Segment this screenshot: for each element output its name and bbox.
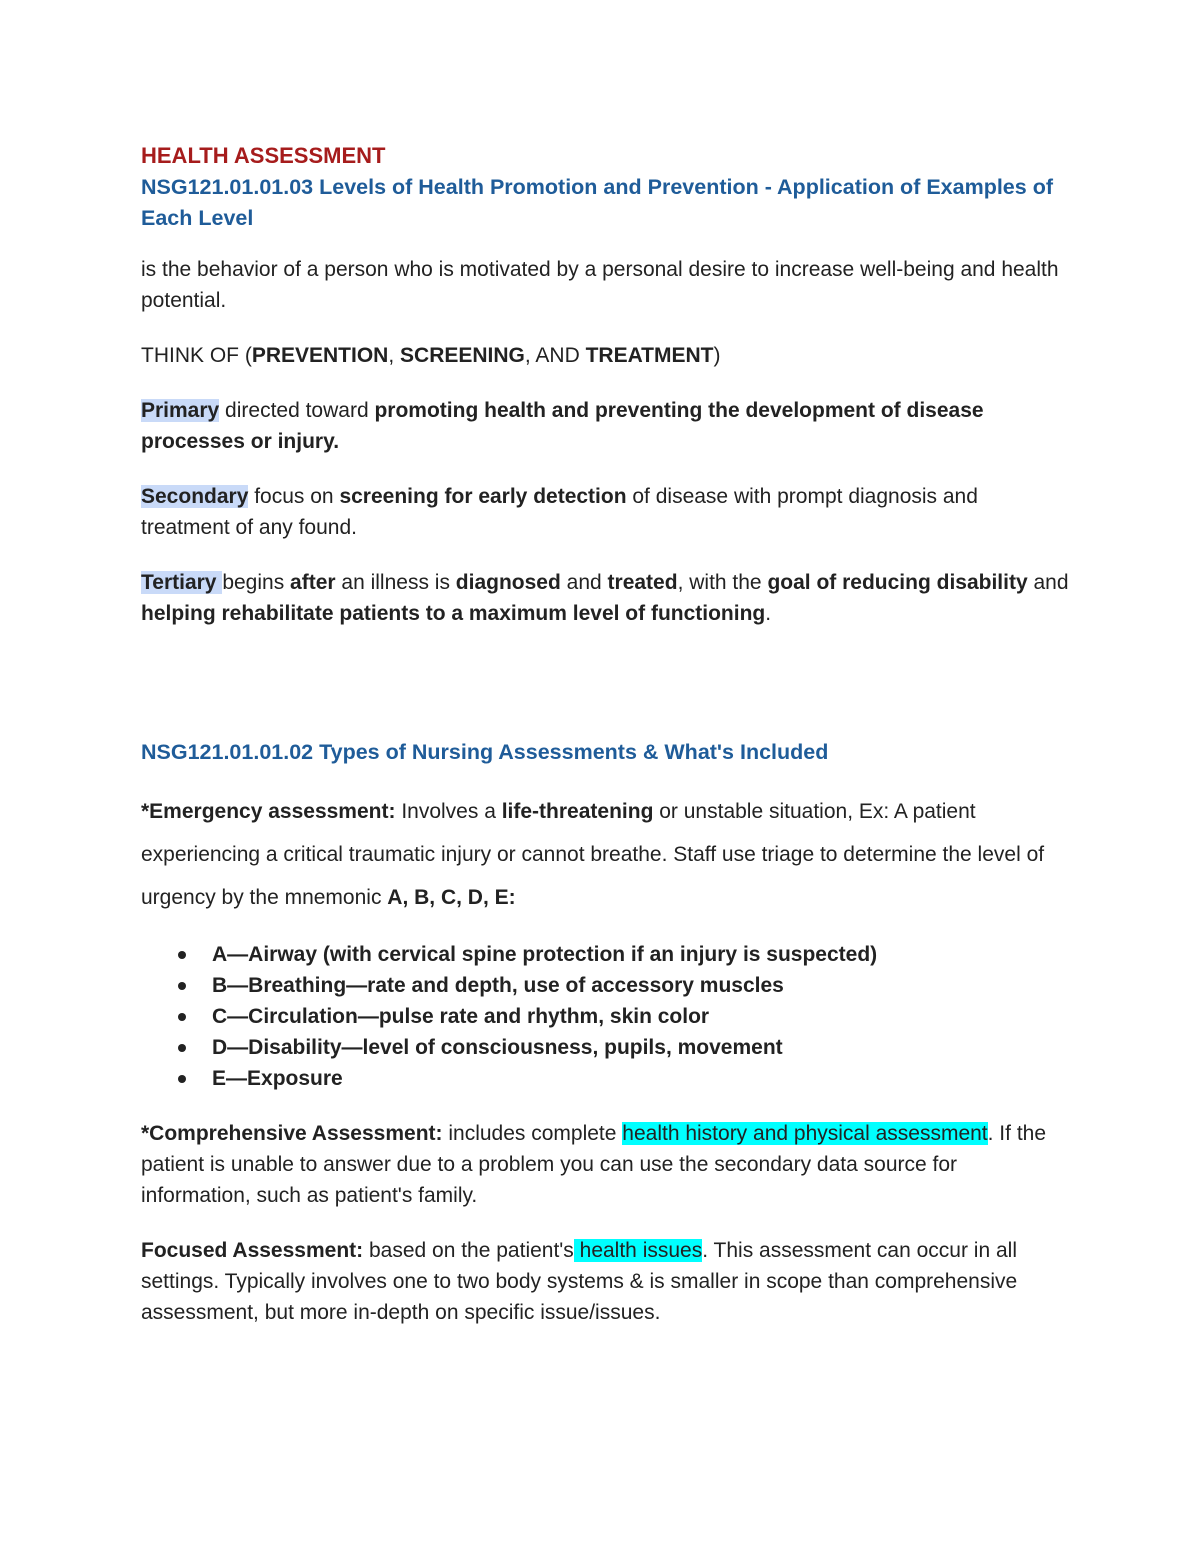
document-page	[141, 140, 1071, 1328]
focused-assessment-term: Focused Assessment:	[141, 1239, 364, 1262]
tertiary-term: Tertiary	[141, 571, 223, 594]
document-title: HEALTH ASSESSMENT	[141, 143, 386, 168]
bullet-icon	[178, 951, 186, 959]
bullet-icon	[178, 1044, 186, 1052]
section-heading-nursing-assessments: NSG121.01.01.02 Types of Nursing Assessments & What's Included	[141, 740, 829, 764]
emergency-assessment-term: *Emergency assessment:	[141, 800, 396, 823]
primary-term: Primary	[141, 399, 220, 422]
emergency-assessment-paragraph: *Emergency assessment: Involves a life-threatening or unstable situation, Ex: A patient experiencing a critical traumatic injury or cannot breathe. Staff use triage to determine the level of urgency by the mnemonic A, B, C, D, E:	[141, 800, 1045, 909]
bullet-icon	[178, 1075, 186, 1083]
highlighted-text: health history and physical assessment	[622, 1122, 988, 1145]
comprehensive-assessment-term: *Comprehensive Assessment:	[141, 1122, 443, 1145]
bullet-icon	[178, 982, 186, 990]
abcde-list	[141, 939, 1071, 1094]
comprehensive-assessment-paragraph: *Comprehensive Assessment: includes complete health history and physical assessment. If the patient is unable to answer due to a problem you can use the secondary data source for information, such as patient's family.	[141, 1122, 1047, 1207]
primary-prevention-paragraph: Primary directed toward promoting health and preventing the development of disease processes or injury.	[141, 399, 984, 453]
list-item: D—Disability—level of consciousness, pupils, movement	[141, 1032, 1071, 1063]
section-heading-health-promotion: NSG121.01.01.03 Levels of Health Promotion and Prevention - Application of Examples of Each Level	[141, 175, 1053, 230]
bullet-icon	[178, 1013, 186, 1021]
secondary-prevention-paragraph: Secondary focus on screening for early detection of disease with prompt diagnosis and treatment of any found.	[141, 485, 978, 539]
list-item: E—Exposure	[141, 1063, 1071, 1094]
list-item: C—Circulation—pulse rate and rhythm, skin color	[141, 1001, 1071, 1032]
focused-assessment-paragraph: Focused Assessment: based on the patient's health issues. This assessment can occur in all settings. Typically involves one to two body systems & is smaller in scope than comprehensive assessment, but more in-depth on specific issue/issues.	[141, 1239, 1018, 1324]
health-promotion-definition: is the behavior of a person who is motivated by a personal desire to increase well-being and health potential.	[141, 258, 1059, 312]
think-of-line: THINK OF (PREVENTION, SCREENING, AND TREATMENT)	[141, 344, 721, 367]
highlighted-text: health issues	[573, 1239, 703, 1262]
list-item: B—Breathing—rate and depth, use of accessory muscles	[141, 970, 1071, 1001]
list-item: A—Airway (with cervical spine protection if an injury is suspected)	[141, 939, 1071, 970]
secondary-term: Secondary	[141, 485, 249, 508]
tertiary-prevention-paragraph: Tertiary begins after an illness is diagnosed and treated, with the goal of reducing disability and helping rehabilitate patients to a maximum level of functioning.	[141, 571, 1069, 625]
